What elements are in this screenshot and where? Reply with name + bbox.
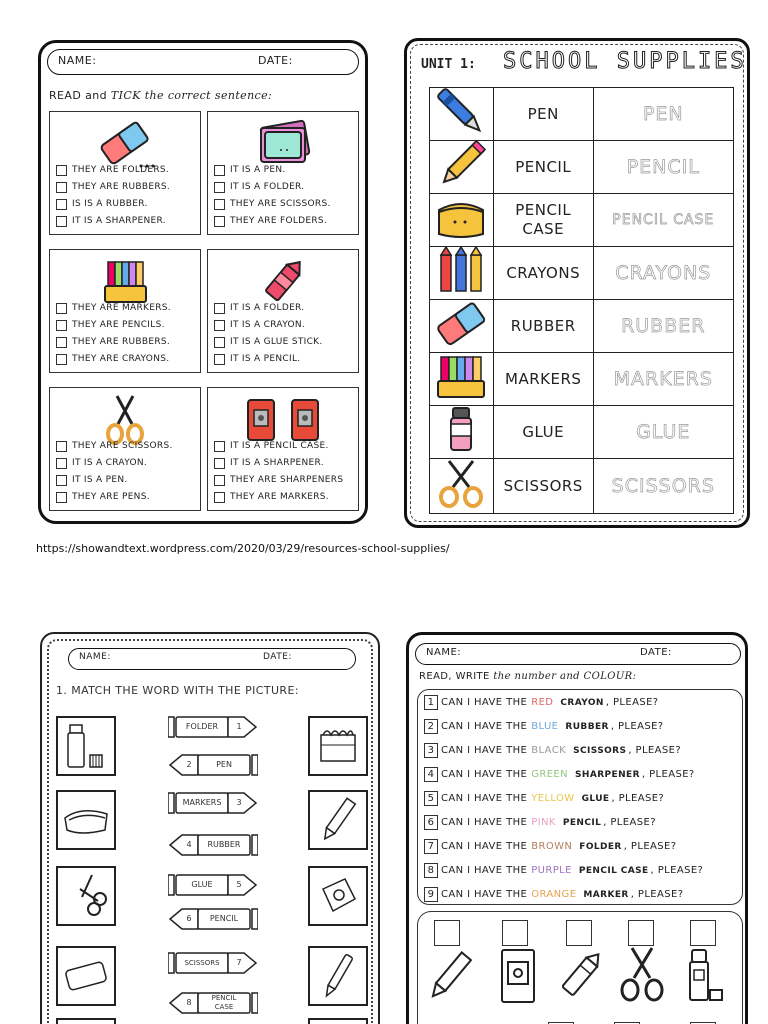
vocab-word: PENCIL [493,141,593,194]
table-row [430,141,734,194]
checkbox[interactable] [214,165,225,176]
table-row [430,300,734,353]
name-date-bar [68,648,356,670]
worksheet-vocabulary [404,38,750,528]
sharpener-icon[interactable] [308,866,368,926]
trace-word[interactable]: RUBBER [593,300,733,353]
question-row: 7 CAN I HAVE THE BROWN FOLDER , PLEASE? [424,838,676,855]
question-row: 4 CAN I HAVE THE GREEN SHARPENER , PLEASE? [424,766,695,783]
crayon-label[interactable]: 6 PENCIL [168,908,258,930]
question-row: 5 CAN I HAVE THE YELLOW GLUE , PLEASE? [424,790,664,807]
vocabulary-table [429,87,734,514]
table-row [430,353,734,406]
instruction: 1. MATCH THE WORD WITH THE PICTURE: [56,684,299,697]
checkbox[interactable] [56,354,67,365]
question-row: 9 CAN I HAVE THE ORANGE MARKER , PLEASE? [424,886,683,903]
option[interactable]: THEY ARE CRAYONS. [56,351,198,368]
question-cell [207,249,359,373]
name-date-bar [415,643,741,665]
checkbox[interactable] [56,458,67,469]
glue-icon[interactable] [686,948,726,1008]
vocab-word: MARKERS [493,353,593,406]
checkbox[interactable] [214,216,225,227]
number-square[interactable] [502,920,528,946]
worksheet-tick-sentence [38,40,368,524]
date-label: DATE: [258,54,293,67]
number-square[interactable] [566,920,592,946]
unit-title: SCHOOL SUPPLIES [503,49,747,74]
name-label: NAME: [58,54,97,67]
option[interactable]: IT IS A CRAYON. [56,455,198,472]
crayons-icon [430,247,494,300]
option[interactable]: IS IS A RUBBER. [56,196,198,213]
trace-word[interactable]: PENCIL [593,141,733,194]
checkbox[interactable] [214,182,225,193]
date-label: DATE: [640,647,672,658]
scissors-icon[interactable] [56,866,116,926]
checkbox[interactable] [214,320,225,331]
option[interactable]: IT IS A PEN. [56,472,198,489]
colour-word: YELLOW [531,793,575,804]
trace-word[interactable]: MARKERS [593,353,733,406]
name-label: NAME: [426,647,462,658]
checkbox[interactable] [214,303,225,314]
crayon-label[interactable]: MARKERS 3 [168,792,258,814]
partial-box[interactable] [56,1018,116,1024]
question-row: 1 CAN I HAVE THE RED CRAYON , PLEASE? [424,694,659,711]
option[interactable]: THEY ARE SCISSORS. [214,196,356,213]
checkbox[interactable] [56,216,67,227]
option[interactable]: THEY ARE RUBBERS. [56,334,198,351]
sharpener-icon[interactable] [496,948,540,1008]
trace-word[interactable]: GLUE [593,406,733,459]
option[interactable]: THEY ARE SCISSORS. [56,438,198,455]
glue-icon[interactable] [56,716,116,776]
checkbox[interactable] [56,320,67,331]
name-label: NAME: [79,652,111,662]
option[interactable]: IT IS A PEN. [214,162,356,179]
option[interactable]: IT IS A FOLDER. [214,179,356,196]
rubber-icon [430,300,494,353]
option[interactable]: IT IS A PENCIL. [214,351,356,368]
checkbox[interactable] [214,475,225,486]
question-row: 8 CAN I HAVE THE PURPLE PENCIL CASE , PLEASE? [424,862,703,879]
crayon-label[interactable]: 2 PEN [168,754,258,776]
crayon-label[interactable]: FOLDER 1 [168,716,258,738]
question-row: 6 CAN I HAVE THE PINK PENCIL , PLEASE? [424,814,656,831]
instruction: READ, WRITE the number and COLOUR: [419,671,637,682]
table-row [430,194,734,247]
vocab-word: GLUE [493,406,593,459]
checkbox[interactable] [56,492,67,503]
colour-word: BLUE [531,721,559,732]
partial-box[interactable] [308,1018,368,1024]
option[interactable]: IT IS A PENCIL CASE. [214,438,356,455]
crayon-label[interactable]: GLUE 5 [168,874,258,896]
option[interactable]: THEY ARE FOLDERS. [214,213,356,230]
vocab-word: PENCIL CASE [493,194,593,247]
trace-word[interactable]: SCISSORS [593,459,733,514]
option[interactable]: THEY ARE MARKERS. [56,300,198,317]
option[interactable]: IT IS A SHARPENER. [56,213,198,230]
pen-icon [430,88,494,141]
pencil-icon[interactable] [308,790,368,850]
option[interactable]: THEY ARE SHARPENERS [214,472,356,489]
checkbox[interactable] [214,354,225,365]
trace-word[interactable]: PENCIL CASE [593,194,733,247]
crayon-label[interactable]: SCISSORS 7 [168,952,258,974]
scissors-icon[interactable] [618,946,666,1008]
source-url[interactable]: https://showandtext.wordpress.com/2020/03/29/resources-school-supplies/ [36,542,450,555]
vocab-word: CRAYONS [493,247,593,300]
number-square[interactable] [690,920,716,946]
question-cell [49,387,201,511]
colour-word: RED [531,697,554,708]
table-row [430,247,734,300]
question-row: 3 CAN I HAVE THE BLACK SCISSORS , PLEASE? [424,742,681,759]
colour-word: ORANGE [531,889,577,900]
colour-word: BLACK [531,745,567,756]
option[interactable]: IT IS A SHARPENER. [214,455,356,472]
checkbox[interactable] [214,441,225,452]
instruction: READ and TICK the correct sentence: [49,89,273,102]
question-row: 2 CAN I HAVE THE BLUE RUBBER , PLEASE? [424,718,664,735]
question-cell [207,111,359,235]
option[interactable]: THEY ARE RUBBERS. [56,179,198,196]
rubber-icon[interactable] [56,946,116,1006]
colour-word: PURPLE [531,865,572,876]
colour-word: BROWN [531,841,573,852]
checkbox[interactable] [56,182,67,193]
pencil-case-icon [430,194,494,247]
markers-icon [430,353,494,406]
checkbox[interactable] [56,475,67,486]
pencil-case-icon[interactable] [56,790,116,850]
trace-word[interactable]: CRAYONS [593,247,733,300]
pen-icon[interactable] [308,946,368,1006]
option[interactable]: IT IS A FOLDER. [214,300,356,317]
pencil-icon [430,141,494,194]
option[interactable]: THEY ARE MARKERS. [214,489,356,506]
crayon-label[interactable]: 8 PENCIL CASE [168,992,258,1014]
checkbox[interactable] [56,337,67,348]
number-square[interactable] [628,920,654,946]
picture-box [417,911,743,1024]
table-row [430,88,734,141]
unit-label: UNIT 1: [421,57,476,72]
date-label: DATE: [263,652,292,662]
checkbox[interactable] [56,165,67,176]
table-row [430,459,734,514]
name-date-bar [47,49,359,75]
vocab-word: PEN [493,88,593,141]
colour-word: PINK [531,817,556,828]
checkbox[interactable] [214,492,225,503]
vocab-word: SCISSORS [493,459,593,514]
checkbox[interactable] [214,199,225,210]
option[interactable]: IT IS A GLUE STICK. [214,334,356,351]
markers-box-icon[interactable] [308,716,368,776]
checkbox[interactable] [56,441,67,452]
table-row [430,406,734,459]
crayon-label[interactable]: 4 RUBBER [168,834,258,856]
checkbox[interactable] [214,337,225,348]
question-cell [207,387,359,511]
checkbox[interactable] [56,303,67,314]
trace-word[interactable]: PEN [593,88,733,141]
pencil-icon[interactable] [424,950,474,1008]
option[interactable]: THEY ARE PENS. [56,489,198,506]
number-square[interactable] [434,920,460,946]
worksheet-match [40,632,380,1024]
question-list [417,689,743,905]
option[interactable]: IT IS A CRAYON. [214,317,356,334]
scissors-icon [430,459,494,514]
option[interactable]: THEY ARE PENCILS. [56,317,198,334]
checkbox[interactable] [214,458,225,469]
question-cell [49,111,201,235]
glue-icon [430,406,494,459]
question-cell [49,249,201,373]
vocab-word: RUBBER [493,300,593,353]
colour-word: GREEN [531,769,569,780]
option[interactable]: THEY ARE FOLDERS. [56,162,198,179]
crayon-icon[interactable] [556,948,606,1006]
checkbox[interactable] [56,199,67,210]
worksheet-colour [406,632,748,1024]
